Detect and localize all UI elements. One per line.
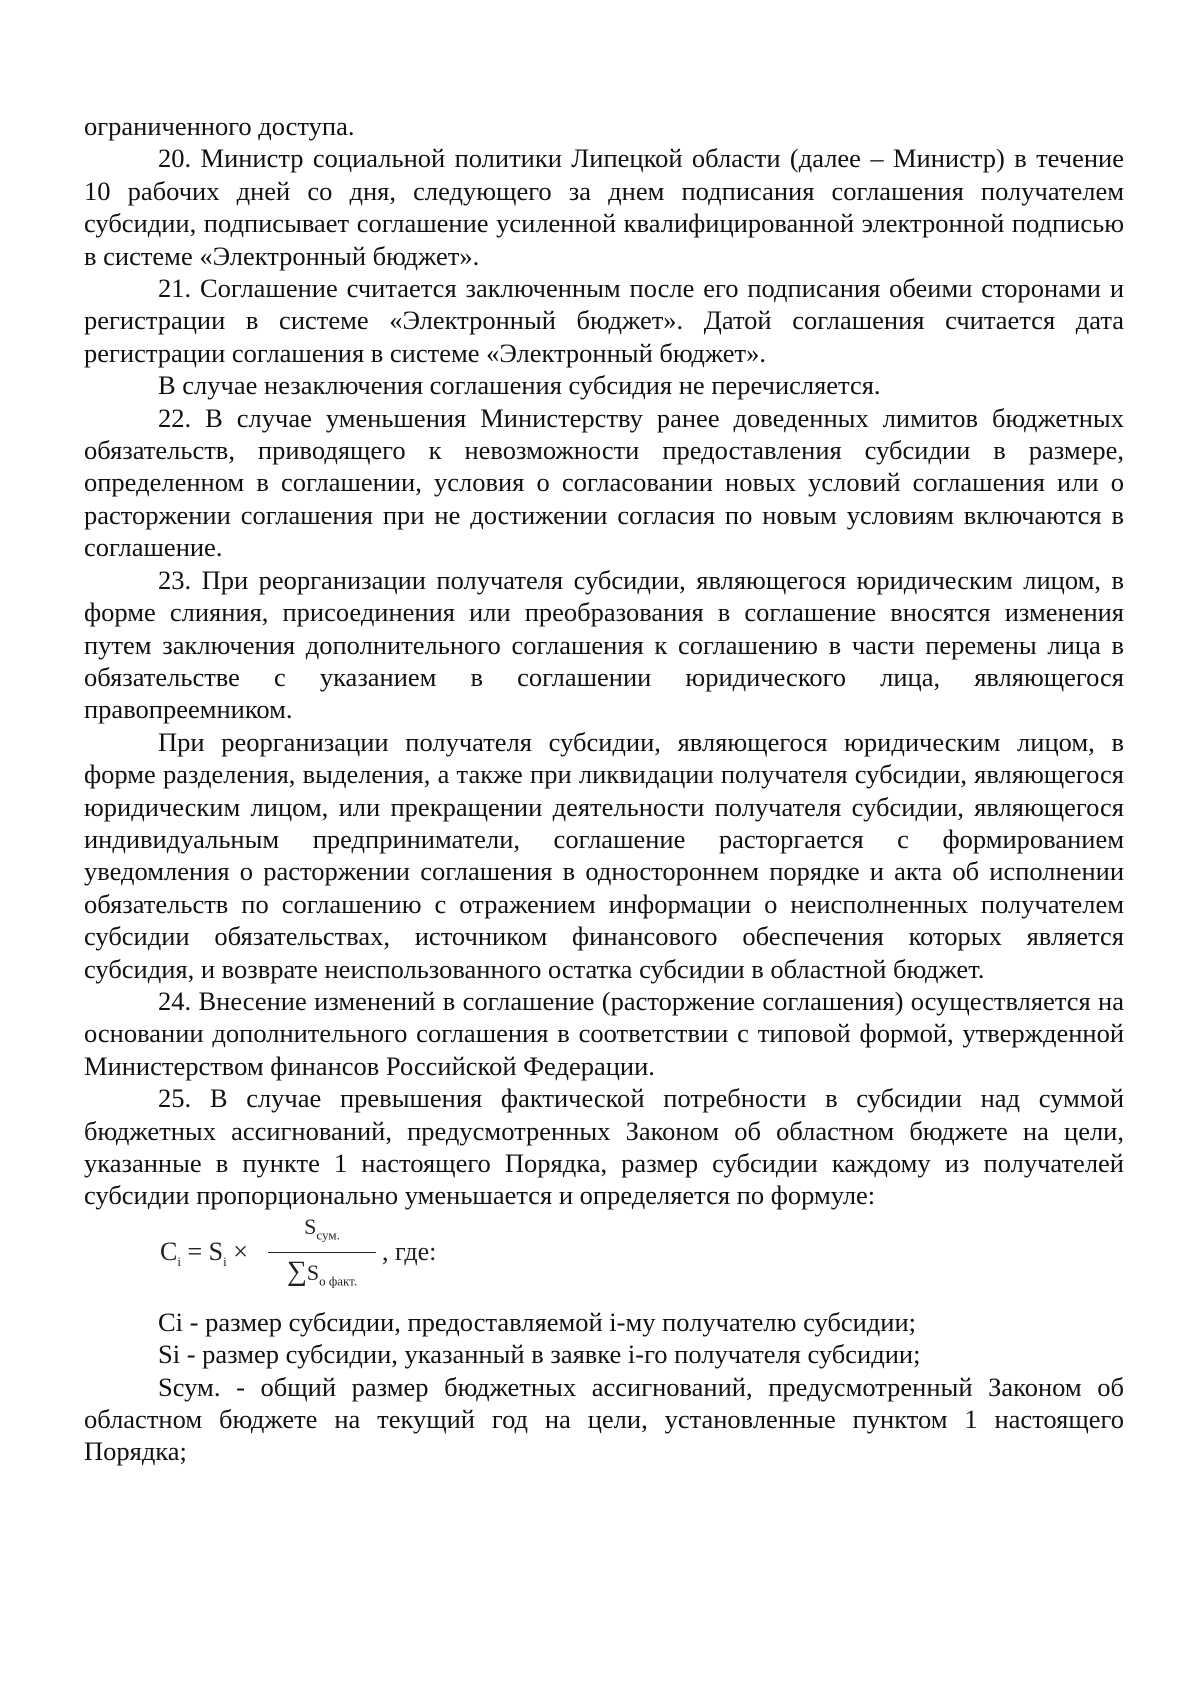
formula-lhs: $C_i = S_i$ × (160, 1236, 248, 1269)
paragraph: Ci - размер субсидии, предоставляемой i-му получателю субсидии; (158, 1306, 917, 1337)
paragraph: Si - размер субсидии, указанный в заявке i-го получателя субсидии; (158, 1339, 921, 1370)
paragraph: 25. В случае превышения фактической потребности в субсидии над суммой бюджетных ассигнований, предусмотренных Законом об областном бюджете на цели, указанные в пункте 1 настоящего Порядка, размер субсидии каждому из получателей субсидии пропорционально уменьшается и определяется по формуле: (84, 1083, 1124, 1211)
paragraphs-before-formula (84, 110, 1124, 1212)
paragraph: При реорганизации получателя субсидии, являющегося юридическим лицом, в форме разделения, выделения, а также при ликвидации получателя субсидии, являющегося юридическим лицом, или прекращении деятельности получателя субсидии, являющегося индивидуальным предприниматели, соглашение расторгается с формированием уведомления о расторжении соглашения в одностороннем порядке и акта об исполнении обязательств по соглашению с отражением информации о неисполненных получателем субсидии обязательствах, источником финансового обеспечения которых является субсидия, и возврате неиспользованного остатка субсидии в областной бюджет. (84, 726, 1124, 984)
formula-where: , где: (382, 1236, 437, 1266)
formula-numerator: $S_{сум.}$ (304, 1213, 340, 1243)
paragraph: Sсум. - общий размер бюджетных ассигнований, предусмотренный Законом об областном бюджете на текущий год на цели, установленные пунктом 1 настоящего Порядка; (84, 1371, 1124, 1467)
fraction-bar (268, 1252, 376, 1253)
document-body (84, 110, 1124, 1468)
paragraph: 23. При реорганизации получателя субсидии, являющегося юридическим лицом, в форме слияния, присоединения или преобразования в соглашение вносятся изменения путем заключения дополнительного соглашения к соглашению в части перемены лица в обязательстве с указанием в соглашении юридического лица, являющегося правопреемником. (84, 564, 1124, 725)
formula-denominator: $\sum S_{о факт.}$ (286, 1256, 358, 1289)
paragraph: 22. В случае уменьшения Министерству ранее доведенных лимитов бюджетных обязательств, приводящего к невозможности предоставления субсидии в размере, определенном в соглашении, условия о согласовании новых условий соглашения или о расторжении соглашения при не достижении согласия по новым условиям включаются в соглашение. (84, 402, 1124, 563)
paragraph: 21. Соглашение считается заключенным после его подписания обеими сторонами и регистрации в системе «Электронный бюджет». Датой соглашения считается дата регистрации соглашения в системе «Электронный бюджет». (84, 273, 1124, 368)
paragraphs-after-formula (84, 1306, 1124, 1468)
paragraph: 24. Внесение изменений в соглашение (расторжение соглашения) осуществляется на основании дополнительного соглашения в соответствии с типовой формой, утвержденной Министерством финансов Российской Федерации. (84, 985, 1124, 1081)
paragraph: В случае незаключения соглашения субсидия не перечисляется. (158, 370, 881, 401)
formula-fraction (268, 1212, 376, 1297)
paragraph: 20. Министр социальной политики Липецкой области (далее – Министр) в течение 10 рабочих дней со дня, следующего за днем подписания соглашения получателем субсидии, подписывает соглашение усиленной квалифицированной электронной подписью в системе «Электронный бюджет». (84, 143, 1124, 271)
paragraph: ограниченного доступа. (84, 111, 355, 141)
subsidy-formula (160, 1212, 1124, 1298)
